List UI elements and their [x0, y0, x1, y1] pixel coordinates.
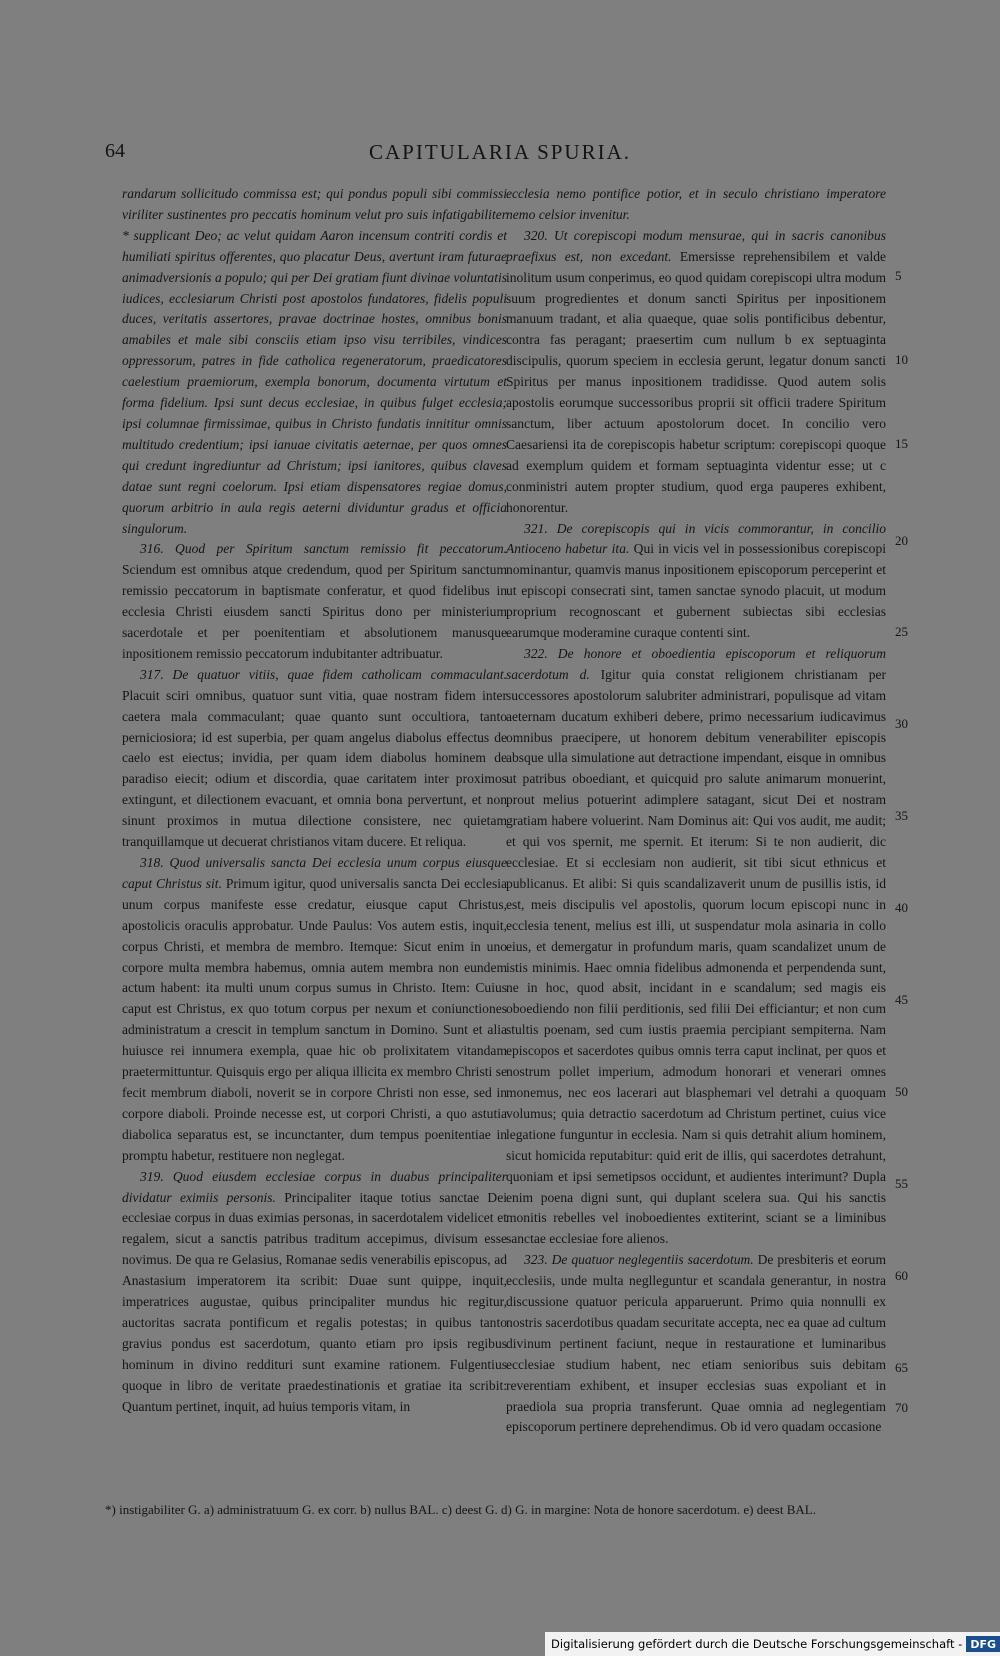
paragraph-text: randarum sollicitudo commissa est; qui pondus populi sibi commissi viriliter sustinentes pro peccatis hominum velut pro suis infatigabiliter * supplicant Deo; ac velut quidam Aaron incensum contriti cordis et humiliati spiritus offerentes, quo placatur Deus, avertunt iram futurae animadversionis a populo; qui per Dei gratiam fiunt divinae voluntatis iudices, ecclesiarum Christi post apostolos fundatores, fidelis populi duces, veritatis assertores, pravae doctrinae hostes, omnibus bonis amabiles et male sibi consciis etiam ipso visu terribiles, vindices oppressorum, patres in fide catholica regeneratorum, praedicatores caelestium praemiorum, exempla bonorum, documenta virtutum et forma fidelium. Ipsi sunt decus ecclesiae, in quibus fulget ecclesia; ipsi columnae firmissimae, quibus in Christo fundatis innititur omnis multitudo credentium; ipsi ianuae civitatis aeternae, per quos omnes qui credunt ingrediuntur ad Christum; ipsi ianitores, quibus claves datae sunt regni coelorum. Ipsi etiam dispensatores regiae domus, quorum arbitrio in aula regis aeterni dividuntur gradus et officia singulorum.: [122, 186, 507, 536]
paragraph-319: [122, 1167, 507, 1418]
section-body: Emersisse reprehensibilem et valde inolitum usum conperimus, eo quod quidam corepiscopi ultra modum suum progredientes et donum sancti Spiritus per inpositionem manuum tradant, et alia quaeque, quae solis pontificibus debentur, contra fas peragant; praesertim cum nullum b ex septuaginta discipulis, quorum speciem in ecclesia gerunt, legatur donum sancti Spiritus per manus inpositionem tradidisse. Quod autem solis apostolis eorumque successoribus proprii sit officii tradere Spiritum sanctum, liber actuum apostolorum docet. In concilio vero Caesariensi ita de corepiscopis habetur scriptum: corepiscopi quoque ad exemplum quidem et formam septuaginta videntur esse; ut c conministri autem propter studium, quod erga pauperes exhibent, honorentur.: [506, 248, 886, 515]
line-number: 70: [895, 1400, 908, 1415]
line-number: 10: [895, 352, 908, 367]
section-body: De presbiteris et eorum ecclesiis, unde multa neglleguntur et scandala generantur, in nostra discussione quatuor pericula apparuerunt. Primo quia nonnulli ex nostris sacerdotibus quadam securitate accepta, nec ea quae ad cultum divinum pertinent faciunt, neque in restauratione et luminaribus ecclesiae studium habent, nec etiam senioribus suis debitam reverentiam exhibent, et insuper ecclesias suas expoliant et in praediola sua propria transferunt. Quae omnia ad neglegentiam episcoporum pertinere deprehendimus. Ob id vero quadam occasione: [506, 1252, 886, 1435]
line-numbers: [895, 184, 921, 1424]
right-column: [506, 184, 886, 1438]
section-heading: 316. Quod per Spiritum sanctum remissio fit peccatorum.: [140, 541, 507, 557]
section-heading: 322. De honore et oboedientia episcoporum et reliquorum sacerdotum d.: [506, 645, 886, 682]
section-body: Principaliter itaque totius sanctae Dei ecclesiae corpus in duas eximias personas, in sacerdotalem videlicet et regalem, sicut a sanctis patribus traditum accepimus, divisum esse novimus. De qua re Gelasius, Romanae sedis venerabilis episcopus, ad Anastasium imperatorem ita scribit: Duae sunt quippe, inquit, imperatrices augustae, quibus principaliter mundus hic regitur, auctoritas sacrata pontificum et regalis potestas; in quibus tanto gravius pondus est sacerdotum, quanto etiam pro ipsis regibus hominum in divino reddituri sunt examine rationem. Fulgentius quoque in libro de veritate praedestinationis et gratiae ita scribit: Quantum pertinet, inquit, ad huius temporis vitam, in: [122, 1189, 507, 1414]
left-column: [122, 184, 507, 1417]
section-body: Igitur quia constat religionem christianam per successores apostolorum salubriter administrari, populisque ad vitam aeternam ducatum exhiberi debere, primo necessarium iudicavimus omnibus praecipere, ut honorem debitum venerabiliter episcopis absque ulla simulatione aut detractione impendant, eisque in omnibus ut patribus oboediant, et quicquid pro salute animarum monuerint, prout melius potuerint adimplere satagant, sicut Dei et nostram gratiam habere voluerint. Nam Dominus ait: Qui vos audit, me audit; et qui vos spernit, me spernit. Et iterum: Si te non audierit, dic ecclesiae. Et si ecclesiam non audierit, sit tibi sicut ethnicus et publicanus. Et alibi: Si quis scandalizaverit unum de pusillis istis, id est, meis discipulis vel apostolis, quorum locum episcopi nunc in ecclesia tenent, melius est illi, ut suspendatur mola asinaria in collo eius, et demergatur in profundum maris, quam scandalizet unum de istis minimis. Haec omnia fidelibus admonenda et perpendenda sunt, ne in hoc, quod absit, incidant in e scandalum; sed magis eis oboediendo non filii perditionis, sed filii Dei efficiantur; et non cum stultis poenam, sed cum iustis praemia percipiant sempiterna. Nam episcopos et sacerdotes quibus omnis terra caput inclinat, per quos et nostrum pollet imperium, admodum honorari et venerari omnes monemus, nec eos lacerari aut blasphemari vel detrahi a quoquam volumus; quia detractio sacerdotum ad Christum pertinet, cuius vice legatione funguntur in ecclesia. Nam si quis detrahit alium hominem, sicut homicida reputabitur: quid erit de illis, qui sacerdotes detrahunt, quoniam et ipsi semetipsos occidunt, et audientes interimunt? Dupla enim poena digni sunt, qui duplant scelera sua. Qui his sanctis monitis rebelles vel inoboedientes extiterint, sciant se a liminibus sanctae ecclesiae fore alienos.: [506, 666, 886, 1247]
section-body: Qui in vicis vel in possessionibus corepiscopi nominantur, quamvis manus inpositionem episcoporum perceperint et ut episcopi consecrati sint, tamen sanctae synodo placuit, ut modum proprium recognoscant et gubernent subiectas sibi ecclesias earumque moderamine curaque contenti sint.: [506, 541, 886, 641]
line-number: 35: [895, 808, 908, 823]
paragraph-317: [122, 665, 507, 853]
section-heading: 323. De quatuor neglegentiis sacerdotum.: [524, 1252, 754, 1268]
line-number: 65: [895, 1360, 908, 1375]
section-heading: 318. Quod universalis sancta Dei ecclesia unum corpus eiusque caput Christus sit.: [122, 855, 507, 891]
line-number: 45: [895, 992, 908, 1007]
line-number: 40: [895, 900, 908, 915]
section-heading: 317. De quatuor vitiis, quae fidem catholicam commaculant.: [140, 666, 507, 682]
section-heading: 319. Quod eiusdem ecclesiae corpus in duabus principaliter dividatur eximiis personis.: [122, 1168, 507, 1205]
section-heading: 321. De corepiscopis qui in vicis commorantur, in concilio Antioceno habetur ita.: [506, 520, 886, 557]
line-number: 60: [895, 1268, 908, 1283]
paragraph-320: [506, 226, 886, 519]
paragraph: [506, 184, 886, 226]
paragraph-322: [506, 644, 886, 1250]
section-body: Placuit sciri omnibus, quatuor sunt vitia, quae nostram fidem inter caetera mala commaculant; quae quanto sunt occultiora, tanto perniciosiora; id est superbia, per quam angelus diabolus effectus de caelo est eiectus; invidia, per quam idem diabolus hominem de paradiso eiecit; odium et discordia, quae caritatem inter proximos extingunt, et dilectionem evacuant, et omnia bona pervertunt, et non sinunt proximos in mutua dilectione consistere, nec quietam tranquillamque ut decuerat christianos vitam ducere. Et reliqua.: [122, 687, 507, 850]
line-number: 5: [895, 268, 902, 283]
footnotes: *) instigabiliter G. a) administratuum G. ex corr. b) nullus BAL. c) deest G. d) G. in margine: Nota de honore sacerdotum. e) deest BAL.: [105, 1502, 816, 1517]
digitization-credit: [545, 1632, 1000, 1656]
page-number: 64: [105, 140, 125, 162]
paragraph: [122, 184, 507, 539]
dfg-logo: DFG: [966, 1636, 1000, 1652]
line-number: 50: [895, 1084, 908, 1099]
line-number: 15: [895, 436, 908, 451]
paragraph-318: [122, 853, 507, 1167]
paragraph-text: ecclesia nemo pontifice potior, et in seculo christiano imperatore nemo celsior invenitur.: [506, 186, 886, 222]
line-number: 55: [895, 1176, 908, 1191]
section-body: Primum igitur, quod universalis sancta Dei ecclesia unum corpus manifeste esse credatur, eiusque caput Christus, apostolicis oraculis approbatur. Unde Paulus: Vos autem estis, inquit, corpus Christi, et membra de membro. Itemque: Sicut enim in uno corpore multa membra habemus, omnia autem membra non eundem actum habent: ita multi unum corpus sumus in Christo. Item: Cuius caput est Christus, ex quo totum corpus per nexum et coniunctiones administratum a crescit in templum sanctum in Domino. Sunt et alia huiusce rei innumera exempla, quae hic ob prolixitatem vitandam praetermittuntur. Quisquis ergo per aliqua illicita ex membro Christi se fecit membrum diaboli, noverit se in corpore Christi non esse, sed in corpore diaboli. Proinde necesse est, ut corpori Christi, a quo astutia diabolica separatus est, se incunctanter, dum tempus poenitentiae in promptu habetur, restituere non neglegat.: [122, 875, 507, 1163]
paragraph-316: [122, 539, 507, 664]
running-title: CAPITULARIA SPURIA.: [368, 140, 632, 164]
line-number: 25: [895, 624, 908, 639]
credit-text: Digitalisierung gefördert durch die Deutsche Forschungsgemeinschaft -: [551, 1637, 963, 1651]
line-number: 30: [895, 716, 908, 731]
paragraph-321: [506, 519, 886, 644]
page-header: [105, 140, 895, 170]
section-heading: 320. Ut corepiscopi modum mensurae, qui in sacris canonibus praefixus est, non excedant.: [506, 227, 886, 264]
line-number: 20: [895, 533, 908, 548]
paragraph-323: [506, 1250, 886, 1438]
section-body: Sciendum est omnibus atque credendum, quod per Spiritum sanctum remissio peccatorum in baptismate conferatur, et quod fidelibus in ecclesia Christi eiusdem sancti Spiritus dono per ministerium sacerdotale et per poenitentiam et absolutionem manusque inpositionem remissio peccatorum indubitanter adtribuatur.: [122, 562, 507, 661]
